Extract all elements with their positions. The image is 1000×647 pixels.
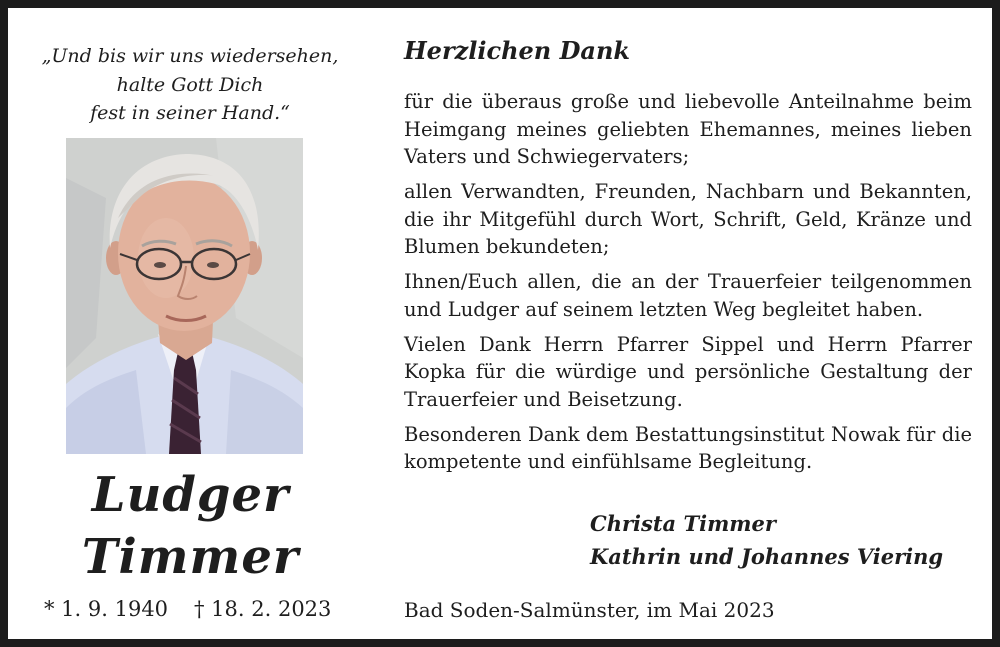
- deceased-last-name: Timmer: [81, 529, 300, 585]
- thanks-body: [404, 88, 972, 483]
- place-and-date: Bad Soden-Salmünster, im Mai 2023: [404, 598, 775, 622]
- thanks-paragraph: Ihnen/Euch allen, die an der Trauerfeier teilgenommen und Ludger auf seinem letzten Weg begleitet haben.: [404, 270, 972, 321]
- thanks-paragraph: allen Verwandten, Freunden, Nachbarn und Bekannten, die ihr Mitgefühl durch Wort, Schrift, Geld, Kränze und Blumen bekundeten;: [404, 180, 972, 258]
- thanks-paragraph: Besonderen Dank dem Bestattungsinstitut Nowak für die kompetente und einfühlsame Begleitung.: [404, 422, 972, 473]
- deceased-first-name: Ludger: [91, 467, 290, 523]
- signer-name: Kathrin und Johannes Viering: [590, 544, 944, 569]
- memorial-quote: [30, 42, 350, 128]
- quote-line: fest in seiner Hand.“: [90, 102, 290, 124]
- birth-date: * 1. 9. 1940: [44, 597, 169, 621]
- signers: [590, 507, 943, 573]
- quote-line: „Und bis wir uns wiedersehen,: [41, 45, 339, 67]
- quote-line: halte Gott Dich: [116, 73, 264, 96]
- thanks-paragraph: für die überaus große und liebevolle Anteilnahme beim Heimgang meines geliebten Ehemannes, meines lieben Vaters und Schwiegervaters;: [404, 90, 972, 168]
- signer-name: Christa Timmer: [590, 511, 776, 536]
- life-dates: [44, 597, 344, 621]
- thanks-paragraph: Vielen Dank Herrn Pfarrer Sippel und Herrn Pfarrer Kopka für die würdige und persönliche Gestaltung der Trauerfeier und Beisetzung.: [404, 332, 972, 411]
- thanks-heading: Herzlichen Dank: [404, 36, 631, 65]
- death-date: † 18. 2. 2023: [194, 597, 332, 621]
- portrait-photo: [66, 138, 303, 454]
